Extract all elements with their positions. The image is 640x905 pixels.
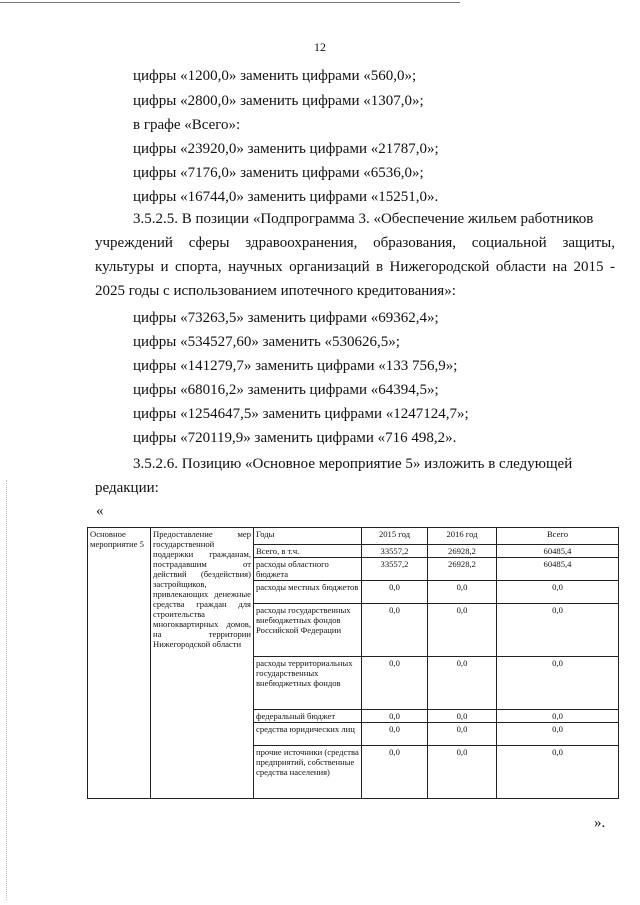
measure-name-cell: Основное мероприятие 5 [88,528,151,799]
value-2015: 0,0 [362,604,428,657]
value-2015: 0,0 [362,723,428,746]
value-2016: 0,0 [428,657,497,710]
row-label: расходы территориальных государственных внебюджетных фондов [254,657,362,710]
amendment-line: цифры «534527,60» заменить «530626,5»; [133,334,400,350]
value-2016: 0,0 [428,710,497,723]
value-2015: 0,0 [362,710,428,723]
header-2016: 2016 год [428,528,497,545]
page-number: 12 [314,40,326,54]
row-label: Всего, в т.ч. [254,545,362,558]
value-2015: 33557,2 [362,558,428,581]
measure-description-cell: Предоставление мер государственной поддержки гражданам, пострадавшим от действий (бездействия) застройщиков, привлекающих денежные средства граждан для строительства многоквартирных домов, на территории Нижегородской области [151,528,254,799]
value-total: 0,0 [497,723,619,746]
value-2015: 0,0 [362,581,428,604]
value-total: 0,0 [497,604,619,657]
amendment-line: цифры «141279,7» заменить цифрами «133 756,9»; [133,358,458,374]
header-total: Всего [497,528,619,545]
closing-quote: ». [594,815,606,831]
value-2016: 26928,2 [428,545,497,558]
amendment-line: цифры «16744,0» заменить цифрами «15251,0». [133,189,439,205]
header-years: Годы [254,528,362,545]
paragraph-first-line: 3.5.2.5. В позиции «Подпрограмма 3. «Обеспечение жильем работников [133,211,594,227]
row-label: расходы местных бюджетов [254,581,362,604]
row-label: федеральный бюджет [254,710,362,723]
paragraph-body: редакции: [95,480,159,496]
margin-dots [6,480,7,900]
header-2015: 2015 год [362,528,428,545]
value-total: 0,0 [497,657,619,710]
amendment-line: цифры «2800,0» заменить цифрами «1307,0»; [133,93,424,109]
paragraph-3-5-2-5 [95,207,615,303]
value-2015: 33557,2 [362,545,428,558]
paragraph-3-5-2-6 [95,452,615,500]
value-total: 60485,4 [497,558,619,581]
row-label: средства юридических лиц [254,723,362,746]
value-2015: 0,0 [362,746,428,799]
row-label: расходы областного бюджета [254,558,362,581]
value-2016: 0,0 [428,746,497,799]
value-2016: 26928,2 [428,558,497,581]
value-total: 0,0 [497,746,619,799]
amendment-line: цифры «720119,9» заменить цифрами «716 498,2». [133,430,457,446]
row-label: расходы государственных внебюджетных фондов Российской Федерации [254,604,362,657]
amendment-line: в графе «Всего»: [133,117,241,133]
value-2016: 0,0 [428,604,497,657]
value-total: 0,0 [497,710,619,723]
amendment-line: цифры «7176,0» заменить цифрами «6536,0»; [133,165,424,181]
opening-quote: « [96,503,104,519]
row-label: прочие источники (средства предприятий, собственные средства населения) [254,746,362,799]
measure-table [87,527,619,799]
table-header-row [88,528,619,545]
paragraph-body: учреждений сферы здравоохранения, образования, социальной защиты, культуры и спорта, научных организаций в Нижегородской области на 2015 - 2025 годы с использованием ипотечного кредитования»: [95,235,615,299]
value-2016: 0,0 [428,723,497,746]
paragraph-first-line: 3.5.2.6. Позицию «Основное мероприятие 5» изложить в следующей [133,456,573,472]
amendment-line: цифры «1200,0» заменить цифрами «560,0»; [133,68,417,84]
value-total: 60485,4 [497,545,619,558]
amendment-line: цифры «73263,5» заменить цифрами «69362,4»; [133,310,439,326]
value-2015: 0,0 [362,657,428,710]
amendment-line: цифры «1254647,5» заменить цифрами «1247124,7»; [133,406,469,422]
amendment-line: цифры «68016,2» заменить цифрами «64394,5»; [133,382,439,398]
value-total: 0,0 [497,581,619,604]
top-rule [0,2,460,3]
amendment-line: цифры «23920,0» заменить цифрами «21787,0»; [133,141,439,157]
value-2016: 0,0 [428,581,497,604]
